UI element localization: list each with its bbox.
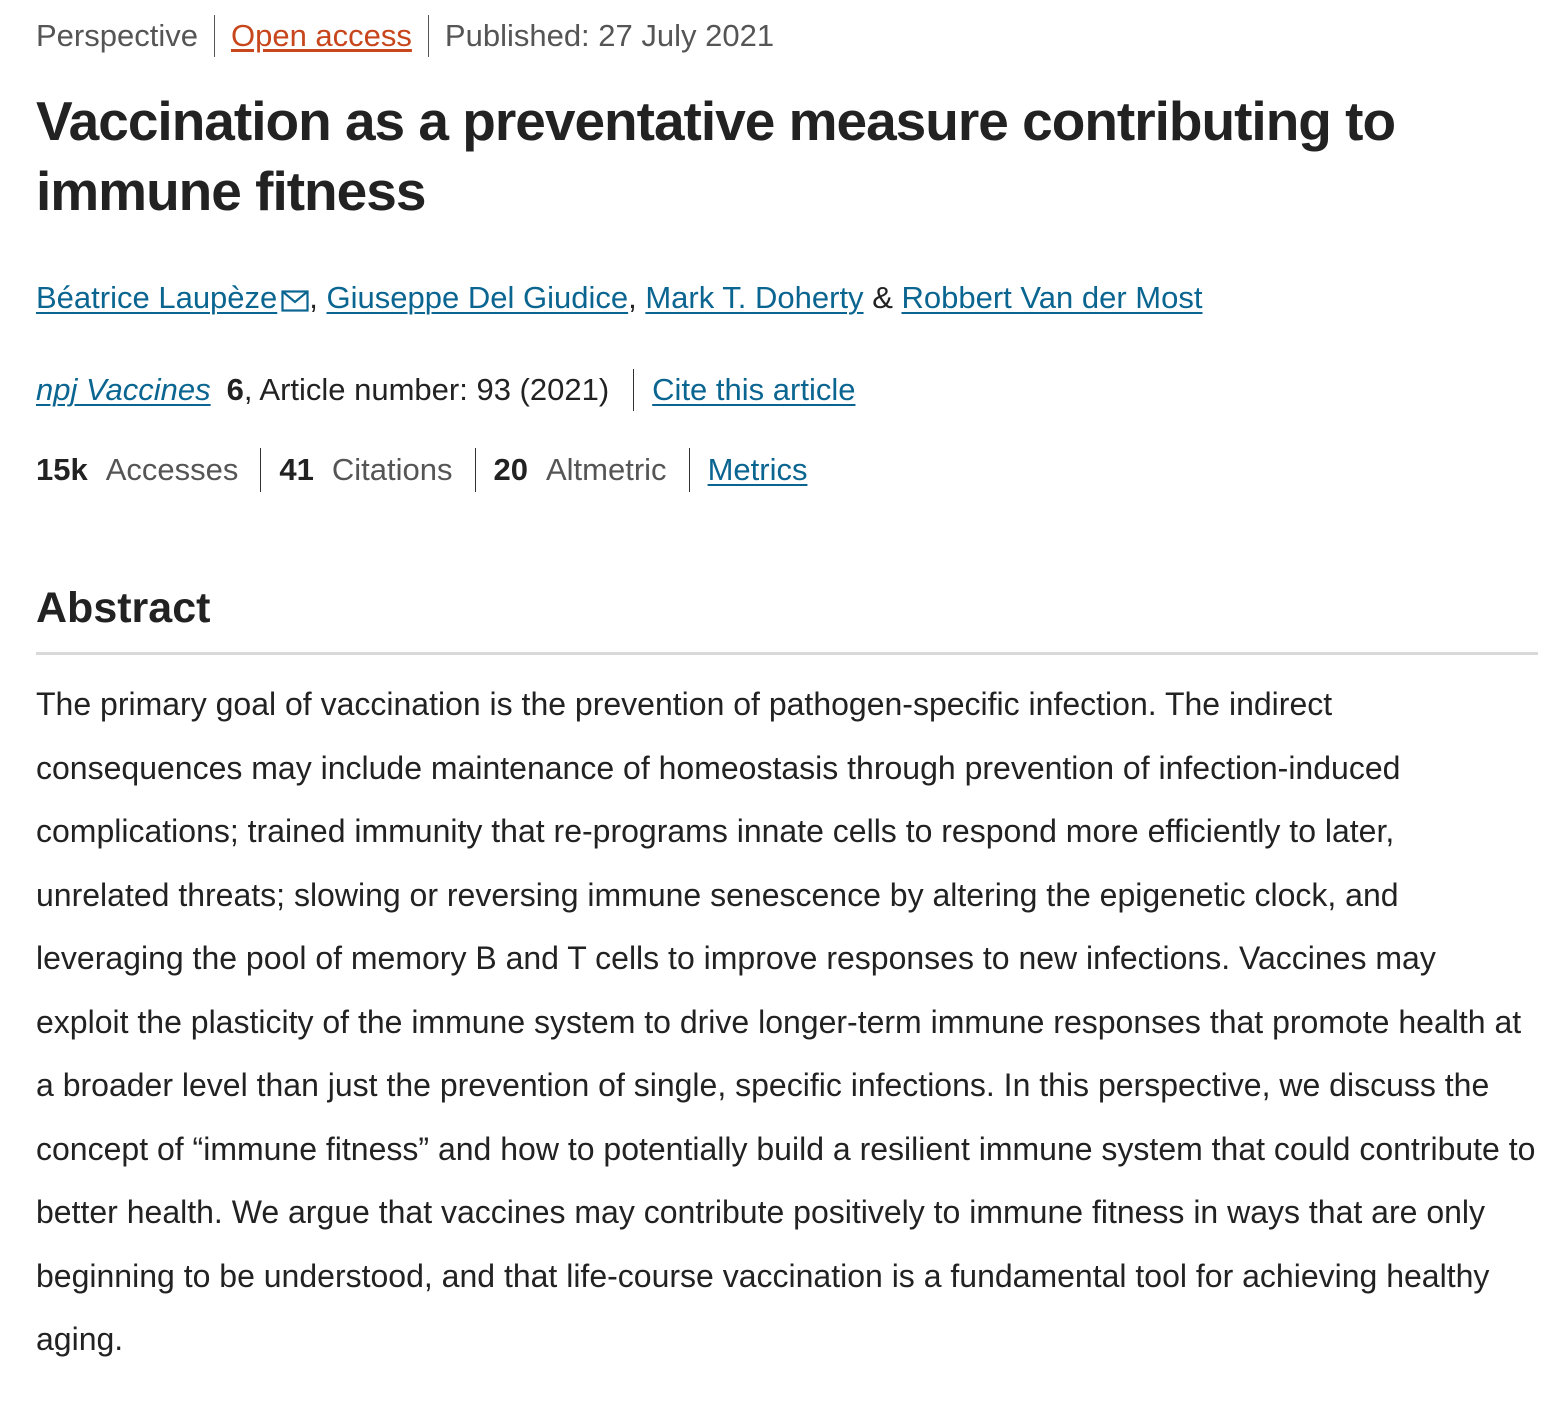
- section-divider: [36, 652, 1538, 655]
- citations-label: Citations: [331, 452, 453, 487]
- meta-divider: [214, 15, 215, 57]
- author-link-del-giudice[interactable]: Giuseppe Del Giudice: [326, 280, 629, 315]
- author-link-laupeze[interactable]: Béatrice Laupèze: [36, 280, 278, 315]
- open-access-link[interactable]: Open access: [230, 18, 412, 53]
- metrics-divider: [689, 448, 690, 492]
- journal-link[interactable]: npj Vaccines: [36, 372, 211, 407]
- citations-count: 41: [279, 452, 314, 487]
- article-metrics: [36, 448, 1538, 492]
- article-type: Perspective: [36, 18, 198, 53]
- altmetric-score: 20: [493, 452, 528, 487]
- abstract-heading: Abstract: [36, 584, 211, 632]
- author-separator: ,: [628, 280, 637, 315]
- altmetric-label: Altmetric: [545, 452, 667, 487]
- abstract-body: The primary goal of vaccination is the prevention of pathogen-specific infection. The indirect consequences may include maintenance of homeostasis through prevention of infection-induced complications; trained immunity that re-programs innate cells to respond more efficiently to later, unrelated threats; slowing or reversing immune senescence by altering the epigenetic clock, and leveraging the pool of memory B and T cells to improve responses to new infections. Vaccines may exploit the plasticity of the immune system to drive longer-term immune responses that promote health at a broader level than just the prevention of single, specific infections. In this perspective, we discuss the concept of “immune fitness” and how to potentially build a resilient immune system that could contribute to better health. We argue that vaccines may contribute positively to immune fitness in ways that are only beginning to be understood, and that life-course vaccination is a fundamental tool for achieving healthy aging.: [36, 686, 1536, 1357]
- author-separator: ,: [309, 280, 318, 315]
- article-title: Vaccination as a preventative measure contributing to immune fitness: [36, 90, 1396, 222]
- cite-this-article-link[interactable]: Cite this article: [652, 372, 856, 407]
- citation-divider: [633, 369, 634, 411]
- metrics-link[interactable]: Metrics: [707, 452, 808, 487]
- meta-divider: [428, 15, 429, 57]
- author-link-van-der-most[interactable]: Robbert Van der Most: [901, 280, 1203, 315]
- author-list: [36, 276, 1538, 324]
- metrics-divider: [475, 448, 476, 492]
- envelope-icon[interactable]: [281, 280, 309, 324]
- journal-volume: 6: [226, 372, 244, 407]
- author-link-doherty[interactable]: Mark T. Doherty: [645, 280, 864, 315]
- article-number: , Article number: 93 (2021): [243, 372, 610, 407]
- metrics-divider: [260, 448, 261, 492]
- author-ampersand: &: [872, 280, 893, 315]
- published-date: Published: 27 July 2021: [444, 18, 775, 53]
- citation-line: [36, 368, 1538, 412]
- accesses-label: Accesses: [105, 452, 239, 487]
- article-meta: [36, 14, 1538, 58]
- accesses-count: 15k: [36, 452, 88, 487]
